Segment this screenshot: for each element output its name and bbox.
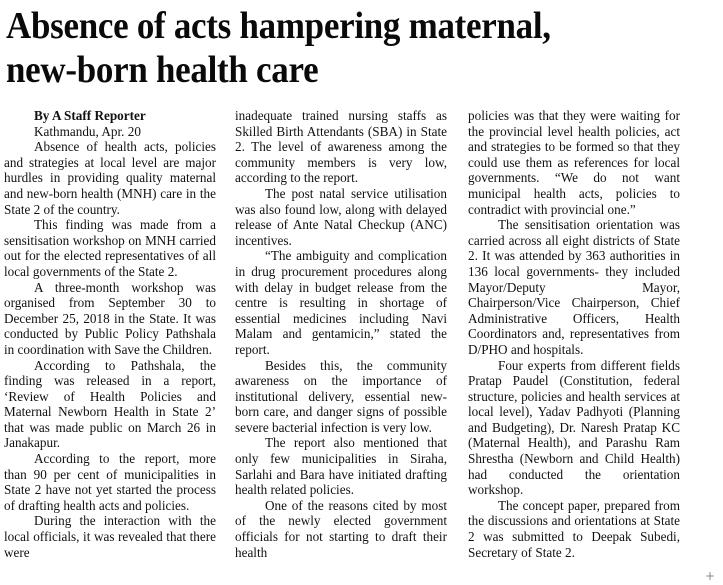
paragraph: The concept paper, prepared from the discussions and orientations at State 2 was submitted to Deepak Subedi, Secretary of State 2. [468, 497, 680, 560]
paragraph: The sensitisation orientation was carried across all eight districts of State 2. It was attended by 363 authorities in 136 local governments- they included Mayor/Deputy Mayor, Chairperson/Vice Chairperson, Chief Administrative Officers, Health Coordinators and, representatives from D/PHO and hospitals. [468, 217, 680, 357]
article-column-1 [4, 108, 216, 560]
paragraph: Besides this, the community awareness on the importance of institutional delivery, essential new-born care, and danger signs of possible severe bacterial infection is very low. [235, 357, 447, 435]
paragraph: Absence of health acts, policies and strategies at local level are major hurdles in providing quality maternal and new-born health (MNH) care in the State 2 of the country. [4, 139, 216, 217]
dateline: Kathmandu, Apr. 20 [34, 123, 141, 139]
paragraph: “The ambiguity and complication in drug procurement procedures along with delay in budget release from the centre is resulting in shortage of essential medicines including Navi Malam and gentamicin,” stated the report. [235, 248, 447, 357]
paragraph: The post natal service utilisation was also found low, along with delayed release of Ante Natal Checkup (ANC) incentives. [235, 185, 447, 248]
headline-line-1: Absence of acts hampering maternal, [6, 5, 551, 47]
article-column-2 [235, 108, 447, 560]
paragraph: This finding was made from a sensitisation workshop on MNH carried out for the elected representatives of all local governments of the State 2. [4, 217, 216, 279]
headline [6, 4, 659, 92]
paragraph: According to Pathshala, the finding was released in a report, ‘Review of Health Policies and Maternal Newborn Health in State 2’ that was made public on March 26 in Janakapur. [4, 357, 216, 451]
paragraph: During the interaction with the local officials, it was revealed that there were [4, 513, 216, 560]
crop-mark-icon: + [704, 569, 715, 583]
paragraph: The report also mentioned that only few municipalities in Siraha, Sarlahi and Bara have initiated drafting health related policies. [235, 435, 447, 498]
paragraph: According to the report, more than 90 per cent of municipalities in State 2 have not yet started the process of drafting health acts and policies. [4, 451, 216, 513]
byline: By A Staff Reporter [34, 108, 146, 123]
paragraph: One of the reasons cited by most of the newly elected government officials for not starting to draft their health [235, 497, 447, 560]
paragraph-continued: policies was that they were waiting for the provincial level health policies, act and strategies to be formed so that they could use them as references for local governments. “We do not want municipal health acts, policies to contradict with provincial one.” [468, 108, 680, 217]
article-column-3 [468, 108, 680, 560]
headline-line-2: new-born health care [6, 49, 319, 91]
paragraph-continued: inadequate trained nursing staffs as Skilled Birth Attendants (SBA) in State 2. The level of awareness among the community members is very low, according to the report. [235, 108, 447, 186]
paragraph: Four experts from different fields Pratap Paudel (Constitution, federal structure, policies and health services at local level), Yadav Padhyoti (Planning and Budgeting), Dr. Naresh Pratap KC (Maternal Health), and Parashu Ram Shrestha (Newborn and Child Health) had conducted the orientation workshop. [468, 357, 680, 498]
paragraph: A three-month workshop was organised from September 30 to December 25, 2018 in the State. It was conducted by Public Policy Pathshala in coordination with Save the Children. [4, 279, 216, 357]
